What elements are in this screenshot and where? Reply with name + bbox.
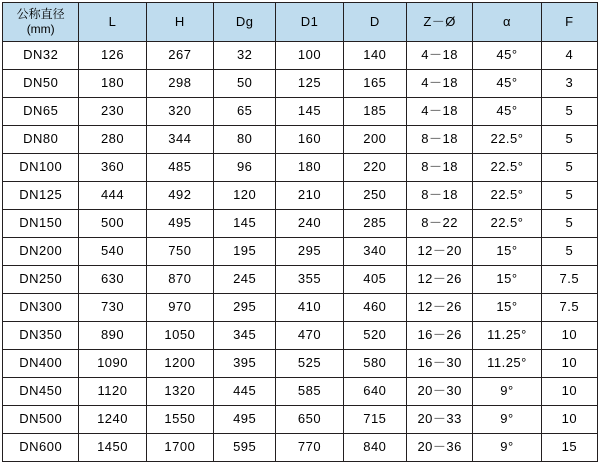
table-cell: 730: [79, 294, 146, 322]
table-cell: 595: [214, 434, 276, 462]
column-header-l: L: [79, 3, 146, 42]
column-header-dg: Dg: [214, 3, 276, 42]
table-cell: 22.5°: [473, 126, 541, 154]
cell-nominal-diameter: DN125: [3, 182, 79, 210]
table-cell: 3: [541, 70, 597, 98]
table-cell: 640: [343, 378, 406, 406]
table-cell: 520: [343, 322, 406, 350]
table-row: [3, 42, 598, 70]
table-cell: 5: [541, 210, 597, 238]
table-cell: 5: [541, 238, 597, 266]
cell-nominal-diameter: DN450: [3, 378, 79, 406]
table-cell: 9°: [473, 406, 541, 434]
table-cell: 11.25°: [473, 350, 541, 378]
table-cell: 1700: [146, 434, 213, 462]
table-cell: 770: [276, 434, 343, 462]
table-cell: 15°: [473, 266, 541, 294]
table-cell: 650: [276, 406, 343, 434]
table-cell: 1550: [146, 406, 213, 434]
table-cell: 355: [276, 266, 343, 294]
cell-nominal-diameter: DN65: [3, 98, 79, 126]
table-cell: 8－18: [406, 154, 472, 182]
table-cell: 344: [146, 126, 213, 154]
table-body: [3, 42, 598, 462]
table-cell: 10: [541, 350, 597, 378]
table-cell: 1200: [146, 350, 213, 378]
column-header-z-diameter: Z－Ø: [406, 3, 472, 42]
table-cell: 100: [276, 42, 343, 70]
cell-nominal-diameter: DN400: [3, 350, 79, 378]
table-cell: 444: [79, 182, 146, 210]
table-cell: 492: [146, 182, 213, 210]
table-cell: 5: [541, 98, 597, 126]
table-cell: 10: [541, 406, 597, 434]
table-cell: 715: [343, 406, 406, 434]
table-cell: 298: [146, 70, 213, 98]
column-header-nominal-diameter-unit: (mm): [26, 22, 55, 36]
table-cell: 240: [276, 210, 343, 238]
cell-nominal-diameter: DN50: [3, 70, 79, 98]
table-cell: 32: [214, 42, 276, 70]
table-header-row: [3, 3, 598, 42]
table-cell: 8－18: [406, 182, 472, 210]
table-cell: 45°: [473, 98, 541, 126]
table-cell: 870: [146, 266, 213, 294]
table-cell: 120: [214, 182, 276, 210]
table-cell: 200: [343, 126, 406, 154]
table-cell: 285: [343, 210, 406, 238]
table-cell: 50: [214, 70, 276, 98]
table-cell: 180: [276, 154, 343, 182]
table-cell: 12－26: [406, 266, 472, 294]
table-row: [3, 350, 598, 378]
column-header-h: H: [146, 3, 213, 42]
table-cell: 500: [79, 210, 146, 238]
cell-nominal-diameter: DN32: [3, 42, 79, 70]
table-cell: 45°: [473, 70, 541, 98]
table-cell: 405: [343, 266, 406, 294]
table-cell: 1090: [79, 350, 146, 378]
table-row: [3, 406, 598, 434]
table-cell: 250: [343, 182, 406, 210]
table-row: [3, 154, 598, 182]
table-cell: 360: [79, 154, 146, 182]
table-cell: 410: [276, 294, 343, 322]
table-row: [3, 70, 598, 98]
cell-nominal-diameter: DN100: [3, 154, 79, 182]
table-cell: 280: [79, 126, 146, 154]
table-cell: 16－30: [406, 350, 472, 378]
table-cell: 16－26: [406, 322, 472, 350]
table-cell: 395: [214, 350, 276, 378]
column-header-f: F: [541, 3, 597, 42]
table-cell: 5: [541, 126, 597, 154]
column-header-nominal-diameter: [3, 3, 79, 42]
table-cell: 145: [276, 98, 343, 126]
table-row: [3, 294, 598, 322]
column-header-nominal-diameter-line1: 公称直径: [16, 7, 65, 21]
table-cell: 65: [214, 98, 276, 126]
table-row: [3, 98, 598, 126]
table-cell: 22.5°: [473, 210, 541, 238]
table-cell: 210: [276, 182, 343, 210]
table-cell: 8－18: [406, 126, 472, 154]
table-cell: 630: [79, 266, 146, 294]
table-row: [3, 322, 598, 350]
cell-nominal-diameter: DN600: [3, 434, 79, 462]
table-cell: 8－22: [406, 210, 472, 238]
table-cell: 125: [276, 70, 343, 98]
table-row: [3, 238, 598, 266]
table-cell: 22.5°: [473, 154, 541, 182]
table-cell: 5: [541, 182, 597, 210]
table-cell: 540: [79, 238, 146, 266]
table-cell: 320: [146, 98, 213, 126]
table-cell: 7.5: [541, 266, 597, 294]
table-row: [3, 210, 598, 238]
table-cell: 4－18: [406, 42, 472, 70]
table-cell: 195: [214, 238, 276, 266]
table-cell: 7.5: [541, 294, 597, 322]
table-cell: 20－30: [406, 378, 472, 406]
table-cell: 160: [276, 126, 343, 154]
table-cell: 126: [79, 42, 146, 70]
table-cell: 5: [541, 154, 597, 182]
table-row: [3, 434, 598, 462]
table-cell: 245: [214, 266, 276, 294]
column-header-alpha: α: [473, 3, 541, 42]
table-cell: 1120: [79, 378, 146, 406]
table-cell: 4－18: [406, 98, 472, 126]
table-cell: 10: [541, 322, 597, 350]
table-cell: 485: [146, 154, 213, 182]
table-cell: 267: [146, 42, 213, 70]
table-row: [3, 182, 598, 210]
table-row: [3, 126, 598, 154]
table-cell: 12－26: [406, 294, 472, 322]
cell-nominal-diameter: DN150: [3, 210, 79, 238]
table-cell: 4: [541, 42, 597, 70]
cell-nominal-diameter: DN200: [3, 238, 79, 266]
table-cell: 495: [146, 210, 213, 238]
table-cell: 15°: [473, 238, 541, 266]
table-cell: 15: [541, 434, 597, 462]
table-cell: 11.25°: [473, 322, 541, 350]
table-cell: 140: [343, 42, 406, 70]
table-cell: 80: [214, 126, 276, 154]
cell-nominal-diameter: DN250: [3, 266, 79, 294]
table-cell: 15°: [473, 294, 541, 322]
table-cell: 10: [541, 378, 597, 406]
column-header-d: D: [343, 3, 406, 42]
table-cell: 230: [79, 98, 146, 126]
table-cell: 460: [343, 294, 406, 322]
table-cell: 1240: [79, 406, 146, 434]
table-cell: 9°: [473, 434, 541, 462]
table-cell: 345: [214, 322, 276, 350]
table-cell: 580: [343, 350, 406, 378]
table-cell: 1450: [79, 434, 146, 462]
table-cell: 295: [214, 294, 276, 322]
dimensions-table: [2, 2, 598, 462]
cell-nominal-diameter: DN500: [3, 406, 79, 434]
table-cell: 970: [146, 294, 213, 322]
table-cell: 470: [276, 322, 343, 350]
table-cell: 96: [214, 154, 276, 182]
table-cell: 1050: [146, 322, 213, 350]
table-cell: 180: [79, 70, 146, 98]
table-cell: 295: [276, 238, 343, 266]
table-cell: 22.5°: [473, 182, 541, 210]
table-cell: 9°: [473, 378, 541, 406]
table-cell: 340: [343, 238, 406, 266]
table-cell: 890: [79, 322, 146, 350]
column-header-d1: D1: [276, 3, 343, 42]
specification-sheet: [0, 2, 600, 455]
table-cell: 165: [343, 70, 406, 98]
cell-nominal-diameter: DN80: [3, 126, 79, 154]
table-cell: 445: [214, 378, 276, 406]
table-cell: 20－36: [406, 434, 472, 462]
cell-nominal-diameter: DN350: [3, 322, 79, 350]
table-cell: 20－33: [406, 406, 472, 434]
table-cell: 495: [214, 406, 276, 434]
table-cell: 585: [276, 378, 343, 406]
table-cell: 12－20: [406, 238, 472, 266]
table-cell: 45°: [473, 42, 541, 70]
table-cell: 145: [214, 210, 276, 238]
table-cell: 750: [146, 238, 213, 266]
table-cell: 220: [343, 154, 406, 182]
table-header: [3, 3, 598, 42]
cell-nominal-diameter: DN300: [3, 294, 79, 322]
table-cell: 4－18: [406, 70, 472, 98]
table-cell: 525: [276, 350, 343, 378]
table-cell: 1320: [146, 378, 213, 406]
table-row: [3, 378, 598, 406]
table-cell: 185: [343, 98, 406, 126]
table-cell: 840: [343, 434, 406, 462]
table-row: [3, 266, 598, 294]
